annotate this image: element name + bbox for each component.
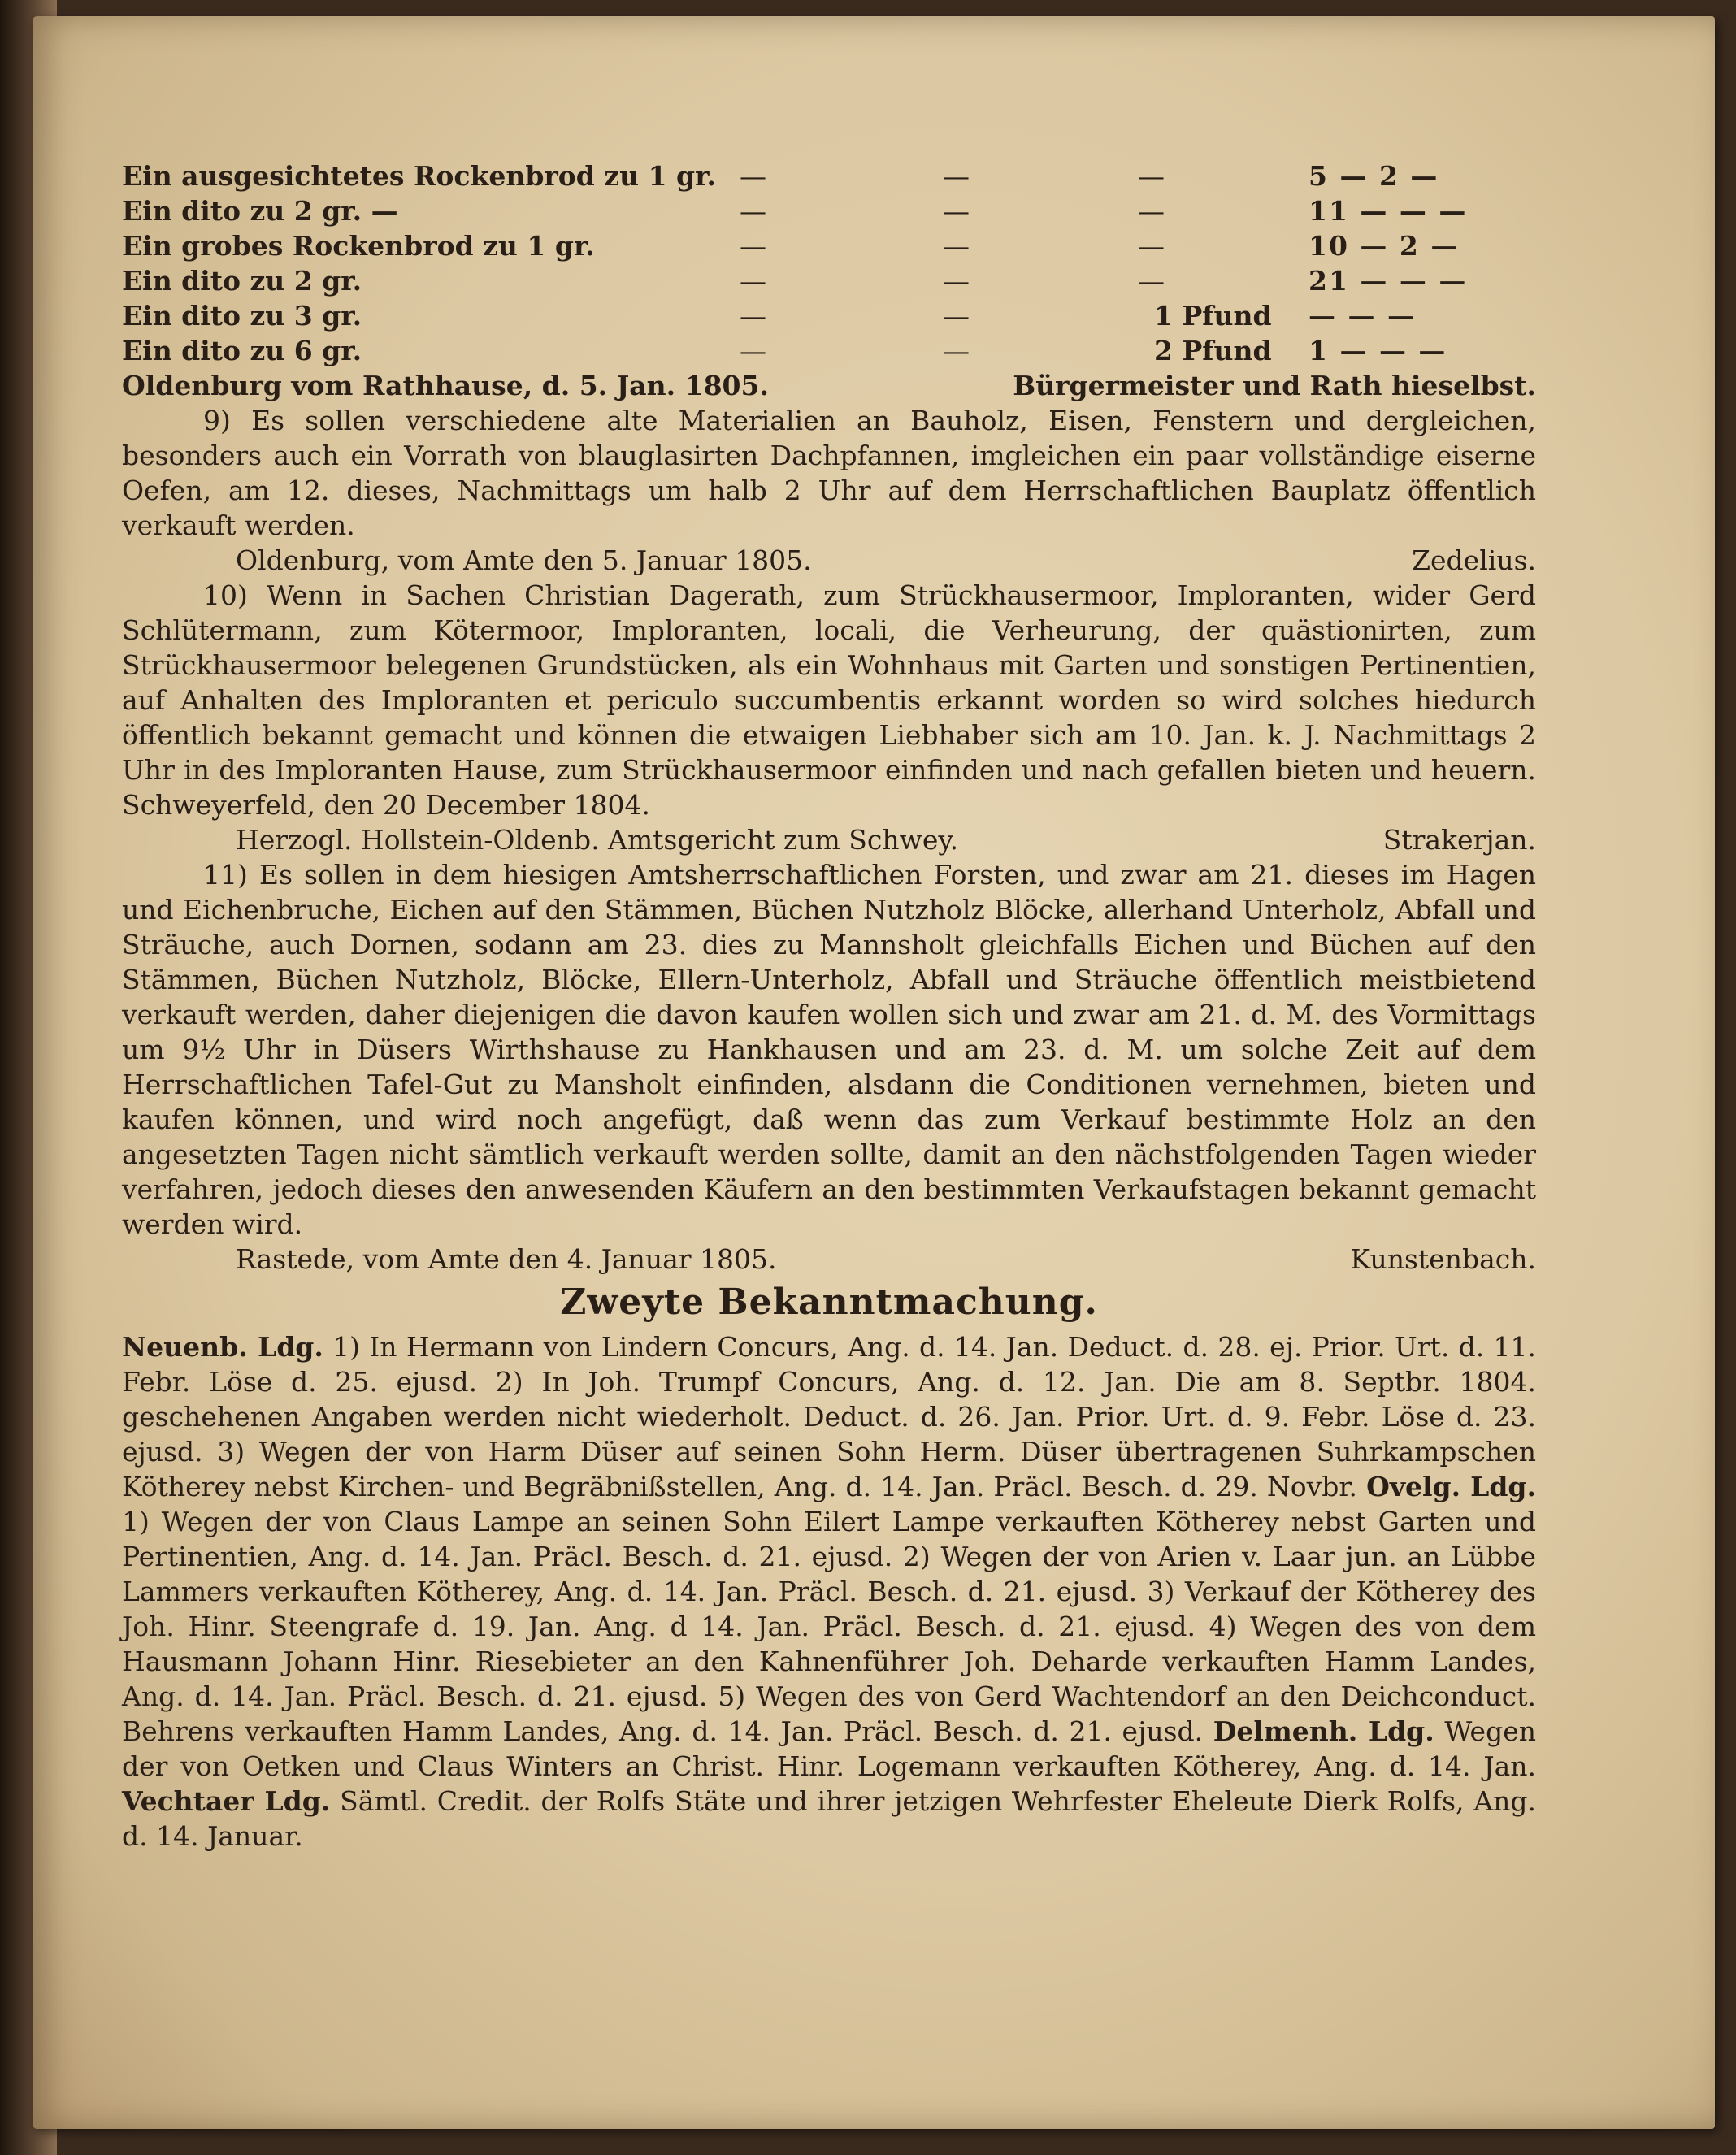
notice-place-date: Herzogl. Hollstein-Oldenb. Amtsgericht zum Schwey. [236,824,959,856]
price-row [122,263,1536,298]
notice-text [122,403,1536,543]
price-values: — — — [1309,300,1416,332]
price-item: Ein dito zu 2 gr. — [122,195,398,227]
price-item: Ein grobes Rockenbrod zu 1 gr. [122,230,595,262]
notice-place-date: Oldenburg, vom Amte den 5. Januar 1805. [236,544,812,576]
dash-col-1: — [740,335,766,366]
price-item: Ein ausgesichtetes Rockenbrod zu 1 gr. [122,160,716,192]
price-item: Ein dito zu 2 gr. [122,265,362,297]
court-text-neuenb: 1) In Hermann von Lindern Concurs, Ang. d. 14. Jan. Deduct. d. 28. ej. Prior. Urt. d. 11. Febr. Löse d. 25. ejusd. 2) In Joh. Trumpf Concurs, Ang. d. 12. Jan. Die am 8. Septbr. 1804. geschehenen Angaben werden nicht wiederholt. Deduct. d. 26. Jan. Prior. Urt. d. 9. Febr. Löse d. 23. ejusd. 3) Wegen der von Harm Düser auf seinen Sohn Herm. Düser übertragenen Suhrkampschen Kötherey nebst Kirchen- und Begräbnißstellen, Ang. d. 14. Jan. Präcl. Besch. d. 29. Novbr. [122,1331,1536,1502]
court-text-delmenh: Wegen der von Oetken und Claus Winters an Christ. Hinr. Logemann verkauften Kötherey, Ang. d. 14. Jan. [122,1715,1536,1782]
notice-text [122,578,1536,822]
price-item: Ein dito zu 3 gr. [122,300,362,332]
notice-signer: Strakerjan. [1382,824,1536,856]
price-values: 21 — — — [1309,265,1468,297]
dash-col-2: — [943,230,970,262]
dash-col-1: — [740,195,766,227]
notice-signature-line [122,822,1536,857]
price-table [122,158,1536,368]
price-row [122,193,1536,228]
price-row [122,333,1536,368]
price-unit: 2 Pfund [1154,335,1272,366]
dash-col-1: — [740,230,766,262]
notice-body: 9) Es sollen verschiedene alte Materialien an Bauholz, Eisen, Fenstern und dergleichen, besonders auch ein Vorrath von blauglasirten Dachpfannen, imgleichen ein paar vollständige eiserne Oefen, am 12. dieses, Nachmittags um halb 2 Uhr auf dem Herrschaftlichen Bauplatz öffentlich verkauft werden. [122,405,1536,541]
court-text-ovelg: 1) Wegen der von Claus Lampe an seinen Sohn Eilert Lampe verkauften Kötherey nebst Garten und Pertinentien, Ang. d. 14. Jan. Präcl. Besch. d. 21. ejusd. 2) Wegen der von Arien v. Laar jun. an Lübbe Lammers verkauften Kötherey, Ang. d. 14. Jan. Präcl. Besch. d. 21. ejusd. 3) Verkauf der Kötherey des Joh. Hinr. Steengrafe d. 19. Jan. Ang. d 14. Jan. Präcl. Besch. d. 21. ejusd. 4) Wegen des von dem Hausmann Johann Hinr. Riesebieter an den Kahnenführer Joh. Deharde verkauften Hamm Landes, Ang. d. 14. Jan. Präcl. Besch. d. 21. ejusd. 5) Wegen des von Gerd Wachtendorf an den Deichconduct. Behrens verkauften Hamm Landes, Ang. d. 14. Jan. Präcl. Besch. d. 21. ejusd. [122,1506,1536,1747]
section-heading: Zweyte Bekanntmachung. [560,1281,1098,1323]
price-row [122,298,1536,333]
notice-signature-line [122,1242,1536,1277]
notice-item-11 [122,857,1536,1277]
price-item: Ein dito zu 6 gr. [122,335,362,366]
dash-col-2: — [943,300,970,332]
court-label-vechta: Vechtaer Ldg. [122,1785,331,1817]
dash-col-1: — [740,265,766,297]
document-page [33,16,1715,2129]
notice-item-10 [122,578,1536,857]
dash-col-3: — [1138,195,1165,227]
second-announcement [122,1329,1536,1854]
price-values: 11 — — — [1309,195,1468,227]
dash-col-2: — [943,195,970,227]
price-values: 1 — — — [1309,335,1447,366]
dash-col-3: — [1138,160,1165,192]
court-text-vechta: Sämtl. Credit. der Rolfs Stäte und ihrer jetzigen Wehrfester Eheleute Dierk Rolfs, Ang. d. 14. Januar. [122,1785,1536,1852]
notice-text [122,857,1536,1242]
notice-signature-line [122,543,1536,578]
notice-body: 10) Wenn in Sachen Christian Dagerath, zum Strückhausermoor, Imploranten, wider Gerd Schlütermann, zum Kötermoor, Imploranten, locali, die Verheurung, der quästionirten, zum Strückhausermoor belegenen Grundstücken, als ein Wohnhaus mit Garten und sonstigen Pertinentien, auf Anhalten des Imploranten et periculo succumbentis erkannt worden so wird solches hiedurch öffentlich bekannt gemacht und können die etwaigen Liebhaber sich am 10. Jan. k. J. Nachmittags 2 Uhr in des Imploranten Hause, zum Strückhausermoor einfinden und nach gefallen bieten und heuern. Schweyerfeld, den 20 December 1804. [122,579,1536,821]
price-values: 10 — 2 — [1309,230,1460,262]
notice-signer: Zedelius. [1412,544,1536,576]
dash-col-1: — [740,160,766,192]
dash-col-3: — [1138,230,1165,262]
dash-col-2: — [943,265,970,297]
price-row [122,228,1536,263]
notice-body: 11) Es sollen in dem hiesigen Amtsherrschaftlichen Forsten, und zwar am 21. dieses im Hagen und Eichenbruche, Eichen auf den Stämmen, Büchen Nutzholz Blöcke, allerhand Unterholz, Abfall und Sträuche, auch Dornen, sodann am 23. dies zu Mannsholt gleichfalls Eichen und Büchen auf den Stämmen, Büchen Nutzholz, Blöcke, Ellern-Unterholz, Abfall und Sträuche öffentlich meistbietend verkauft werden, daher diejenigen die davon kaufen wollen sich und zwar am 21. d. M. des Vormittags um 9½ Uhr in Düsers Wirthshause zu Hankhausen und am 23. d. M. um solche Zeit auf dem Herrschaftlichen Tafel-Gut zu Mansholt einfinden, alsdann die Conditionen vernehmen, bieten und kaufen können, und wird noch angefügt, daß wenn das zum Verkauf bestimmte Holz an den angesetzten Tagen nicht sämtlich verkauft werden sollte, damit an den nächstfolgenden Tagen wieder verfahren, jedoch dieses den anwesenden Käufern an den bestimmten Verkaufstagen bekannt gemacht werden wird. [122,859,1536,1240]
price-values: 5 — 2 — [1309,160,1439,192]
price-row [122,158,1536,193]
dash-col-1: — [740,300,766,332]
court-label-delmenh: Delmenh. Ldg. [1213,1715,1434,1747]
page-content [122,158,1536,2092]
rathhaus-line [122,368,1536,403]
court-label-neuenb: Neuenb. Ldg. [122,1331,323,1363]
notice-place-date: Rastede, vom Amte den 4. Januar 1805. [236,1243,777,1275]
notice-signer: Kunstenbach. [1350,1243,1536,1275]
dash-col-2: — [943,335,970,366]
rathhaus-signature: Bürgermeister und Rath hieselbst. [1013,370,1536,401]
rathhaus-place-date: Oldenburg vom Rathhause, d. 5. Jan. 1805. [122,370,769,401]
notice-item-9 [122,403,1536,578]
dash-col-3: — [1138,265,1165,297]
price-unit: 1 Pfund [1154,300,1272,332]
court-label-ovelg: Ovelg. Ldg. [1366,1471,1536,1502]
dash-col-2: — [943,160,970,192]
